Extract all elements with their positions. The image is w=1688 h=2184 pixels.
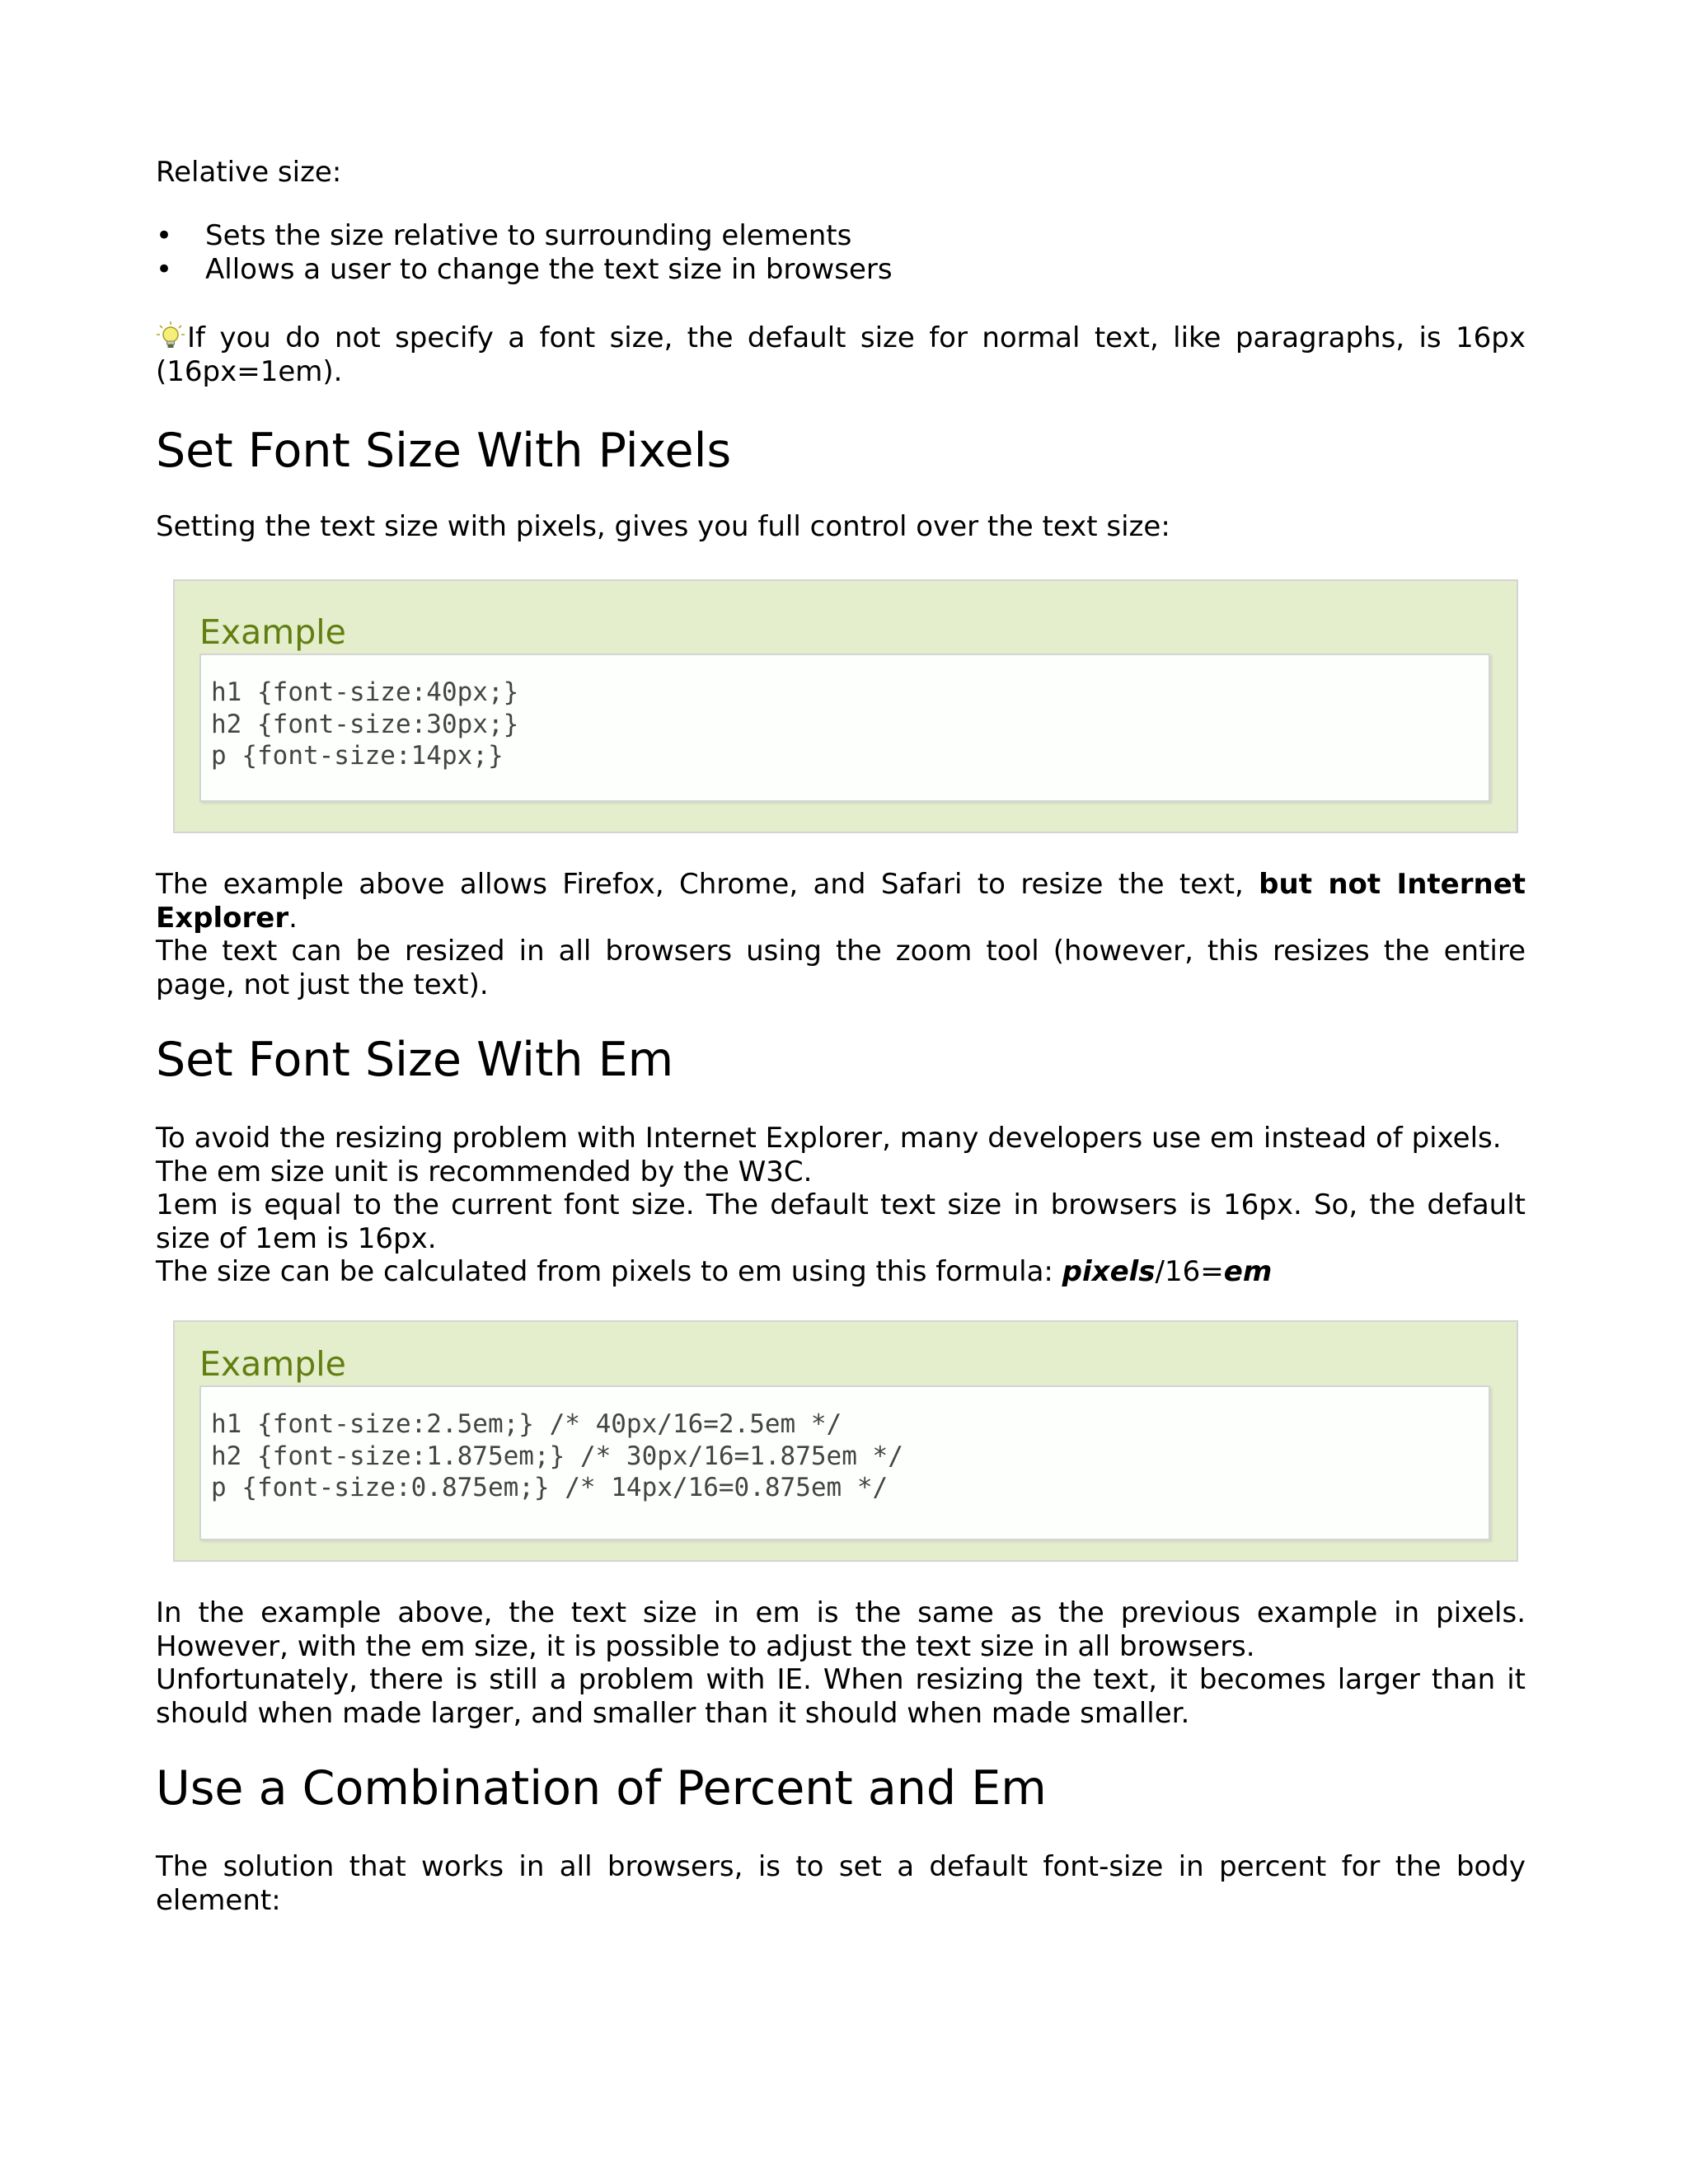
- tip-note: If you do not specify a font size, the default size for normal text, like paragraphs, is 16px (16px=1em).: [156, 321, 1526, 388]
- heading-em: Set Font Size With Em: [156, 1033, 674, 1087]
- list-item: • Allows a user to change the text size in browsers: [156, 252, 893, 286]
- code-line: p {font-size:14px;}: [211, 741, 504, 771]
- bullet-icon: •: [156, 219, 173, 252]
- formula-pixels: pixels: [1062, 1255, 1156, 1288]
- emphasis-text: but not Internet Explorer: [156, 868, 1526, 935]
- example-box-pixels: [173, 579, 1518, 833]
- code-line: h2 {font-size:1.875em;} /* 30px/16=1.875em */: [211, 1441, 903, 1471]
- list-item: • Sets the size relative to surrounding elements: [156, 219, 852, 252]
- code-block: [199, 654, 1490, 802]
- relative-size-label: Relative size:: [156, 156, 342, 189]
- heading-combo: Use a Combination of Percent and Em: [156, 1761, 1047, 1816]
- em-paragraph: To avoid the resizing problem with Internet Explorer, many developers use em instead of pixels. The em size unit is recommended by the W3C. 1em is equal to the current font size. The default text size in browsers is 16px. So, the default size of 1em is 16px. The size can be calculated from pixels to em using this formula: pixels/16=em: [156, 1122, 1526, 1288]
- combo-intro: The solution that works in all browsers, is to set a default font-size in percent for the body element:: [156, 1850, 1526, 1917]
- formula-em: em: [1223, 1255, 1273, 1288]
- heading-pixels: Set Font Size With Pixels: [156, 424, 732, 478]
- code-line: h1 {font-size:2.5em;} /* 40px/16=2.5em */: [211, 1409, 842, 1439]
- example-title: Example: [199, 612, 346, 652]
- example-title: Example: [199, 1344, 346, 1384]
- code-block: [199, 1385, 1490, 1540]
- em-after-paragraph: In the example above, the text size in em is the same as the previous example in pixels. However, with the em size, it is possible to adjust the text size in all browsers. Unfortunately, there is still a problem with IE. When resizing the text, it becomes larger than it should when made larger, and smaller than it should when made smaller.: [156, 1596, 1526, 1730]
- lightbulb-icon: [156, 321, 185, 352]
- pixels-after-paragraph: The example above allows Firefox, Chrome, and Safari to resize the text, but not Internet Explorer. The text can be resized in all browsers using the zoom tool (however, this resizes the entire page, not just the text).: [156, 868, 1526, 1001]
- code-line: p {font-size:0.875em;} /* 14px/16=0.875em */: [211, 1473, 889, 1502]
- bullet-icon: •: [156, 252, 173, 286]
- relative-size-list: [156, 219, 1526, 286]
- code-line: h2 {font-size:30px;}: [211, 709, 519, 739]
- code-line: h1 {font-size:40px;}: [211, 677, 519, 707]
- pixels-intro: Setting the text size with pixels, gives you full control over the text size:: [156, 510, 1170, 543]
- example-box-em: [173, 1320, 1518, 1562]
